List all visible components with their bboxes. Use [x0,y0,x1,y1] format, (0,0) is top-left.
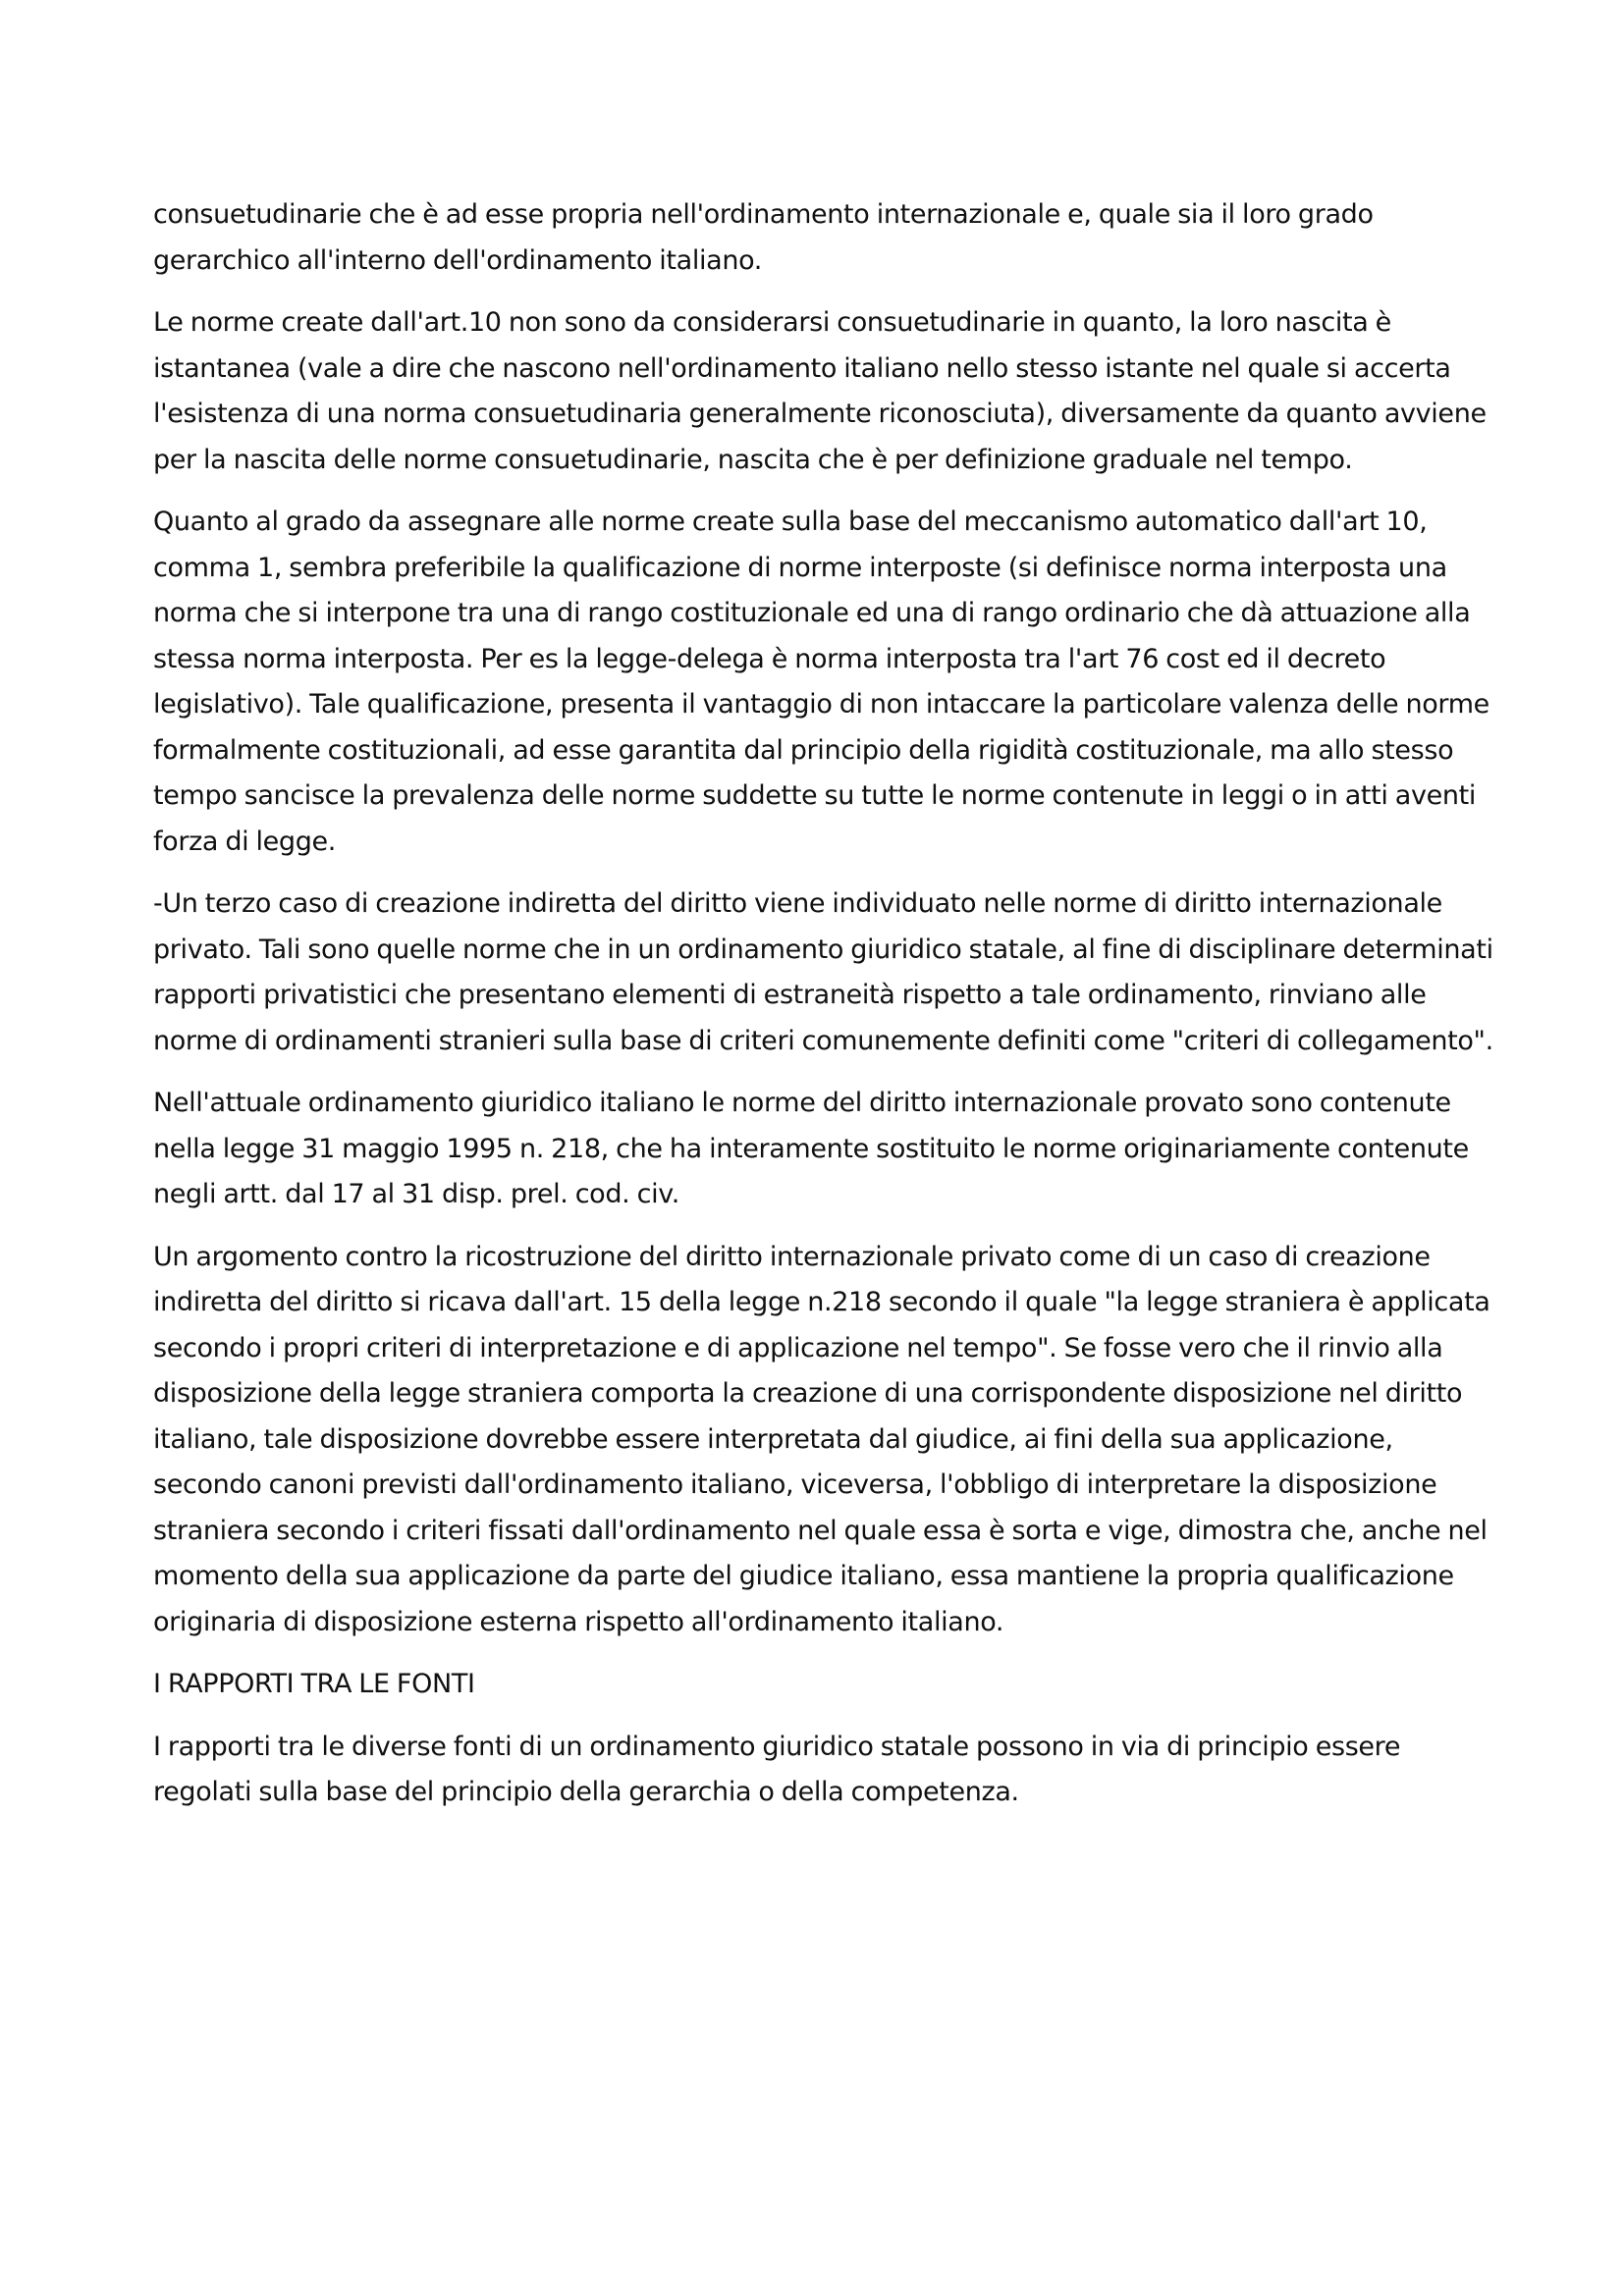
paragraph-continuation: consuetudinarie che è ad esse propria nell'ordinamento internazionale e, quale sia il loro grado gerarchico all'interno dell'ordinamento italiano. [153,199,1374,276]
paragraph-article-10-norms: Le norme create dall'art.10 non sono da considerarsi consuetudinarie in quanto, la loro nascita è istantanea (vale a dire che nascono nell'ordinamento italiano nello stesso istante nel quale si accerta l'esistenza di una norma consuetudinaria generalmente riconosciuta), diversamente da quanto avviene per la nascita delle norme consuetudinarie, nascita che è per definizione graduale nel tempo. [153,307,1487,475]
section-heading: I RAPPORTI TRA LE FONTI [153,1669,475,1699]
paragraph-hierarchy-competence: I rapporti tra le diverse fonti di un ordinamento giuridico statale possono in via di principio essere regolati sulla base del principio della gerarchia o della competenza. [153,1731,1401,1807]
paragraph-article-15-argument: Un argomento contro la ricostruzione del diritto internazionale privato come di un caso di creazione indiretta del diritto si ricava dall'art. 15 della legge n.218 secondo il quale "la legge straniera è applicata secondo i propri criteri di interpretazione e di applicazione nel tempo". Se fosse vero che il rinvio alla disposizione della legge straniera comporta la creazione di una corrispondente disposizione nel diritto italiano, tale disposizione dovrebbe essere interpretata dal giudice, ai fini della sua applicazione, secondo canoni previsti dall'ordinamento italiano, viceversa, l'obbligo di interpretare la disposizione straniera secondo i criteri fissati dall'ordinamento nel quale essa è sorta e vige, dimostra che, anche nel momento della sua applicazione da parte del giudice italiano, essa mantiene la propria qualificazione originaria di disposizione esterna rispetto all'ordinamento italiano. [153,1241,1490,1637]
paragraph-interposed-norms: Quanto al grado da assegnare alle norme create sulla base del meccanismo automatico dall'art 10, comma 1, sembra preferibile la qualificazione di norme interposte (si definisce norma interposta una norma che si interpone tra una di rango costituzionale ed una di rango ordinario che dà attuazione alla stessa norma interposta. Per es la legge-delega è norma interposta tra l'art 76 cost ed il decreto legislativo). Tale qualificazione, presenta il vantaggio di non intaccare la particolare valenza delle norme formalmente costituzionali, ad esse garantita dal principio della rigidità costituzionale, ma allo stesso tempo sancisce la prevalenza delle norme suddette su tutte le norme contenute in leggi o in atti aventi forza di legge. [153,507,1489,857]
document-body [153,192,1498,1833]
paragraph-private-international-law: -Un terzo caso di creazione indiretta del diritto viene individuato nelle norme di diritto internazionale privato. Tali sono quelle norme che in un ordinamento giuridico statale, al fine di disciplinare determinati rapporti privatistici che presentano elementi di estraneità rispetto a tale ordinamento, rinviano alle norme di ordinamenti stranieri sulla base di criteri comunemente definiti come "criteri di collegamento". [153,888,1493,1056]
paragraph-law-218: Nell'attuale ordinamento giuridico italiano le norme del diritto internazionale provato sono contenute nella legge 31 maggio 1995 n. 218, che ha interamente sostituito le norme originariamente contenute negli artt. dal 17 al 31 disp. prel. cod. civ. [153,1088,1469,1209]
